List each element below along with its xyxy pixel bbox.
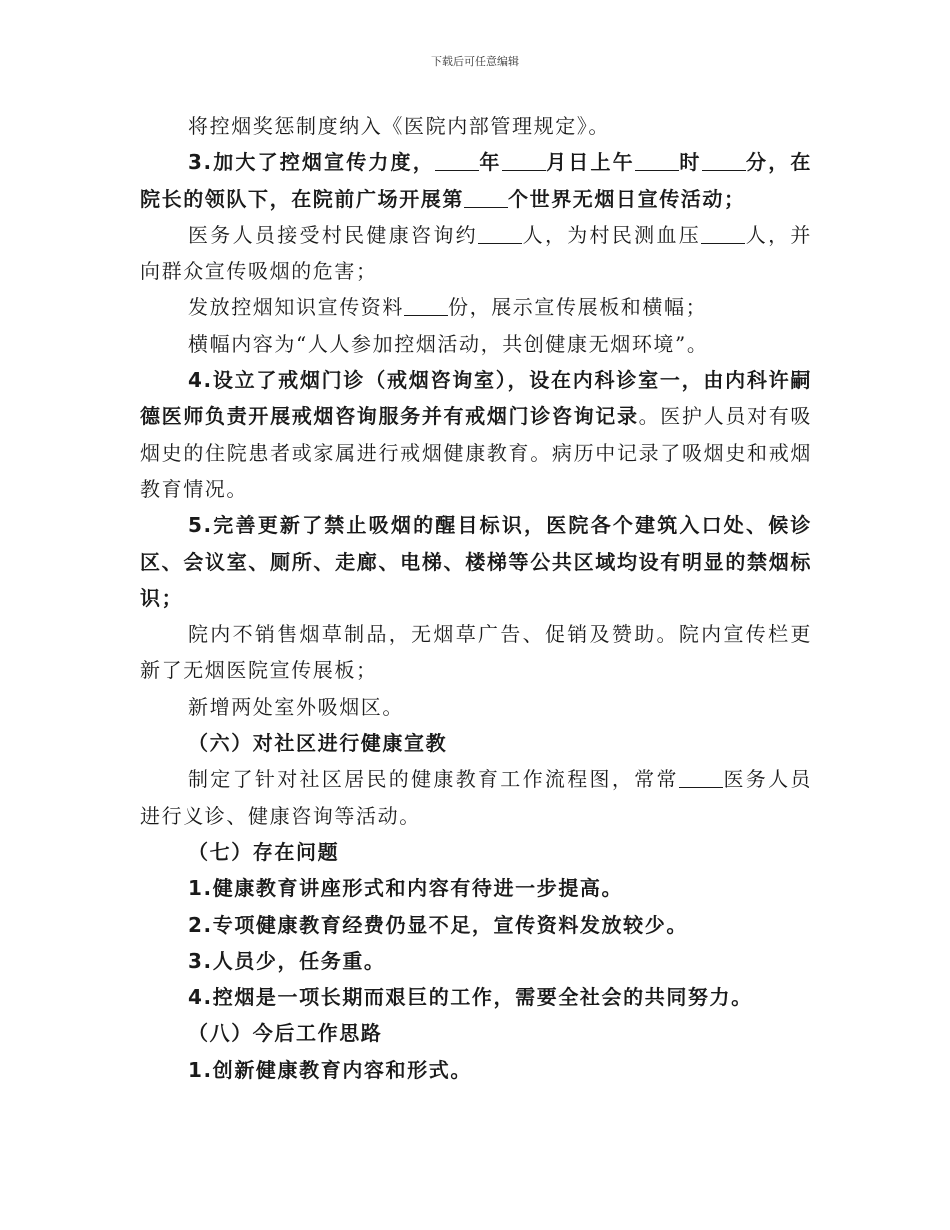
blank-underline: [702, 150, 746, 171]
paragraph-smoking-area: 新增两处室外吸烟区。: [188, 694, 404, 719]
paragraph-consultation: 医务人员接受村民健康咨询约 人，为村民测血压 人，并向群众宣传吸烟的危害；: [140, 222, 812, 284]
paragraph-banner: 横幅内容为“人人参加控烟活动，共创健康无烟环境”。: [188, 331, 709, 356]
page-header: 下载后可任意编辑: [431, 55, 519, 68]
blank-underline: [679, 767, 723, 788]
blank-underline: [635, 150, 679, 171]
list-item-problem-4: 4.控烟是一项长期而艰巨的工作，需要全社会的共同努力。: [188, 985, 753, 1010]
blank-underline: [478, 223, 522, 244]
paragraph-clinic: 4.设立了戒烟门诊（戒烟咨询室），设在内科诊室一，由内科许嗣德医师负责开展戒烟咨询服务并有戒烟门诊咨询记录。医护人员对有吸烟史的住院患者或家属进行戒烟健康教育。病历中记录了吸烟史和戒烟教育情况。: [140, 368, 812, 501]
blank-underline: [404, 295, 448, 316]
list-item-problem-2: 2.专项健康教育经费仍显不足，宣传资料发放较少。: [188, 912, 688, 937]
list-item-future-1: 1.创新健康教育内容和形式。: [188, 1057, 472, 1082]
section-heading-community: （六）对社区进行健康宣教: [188, 731, 448, 756]
blank-underline: [701, 223, 745, 244]
blank-underline: [435, 150, 479, 171]
paragraph-publicity: 3.加大了控烟宣传力度， 年 月日上午 时 分，在院长的领队下，在院前广场开展第 个世界无烟日宣传活动；: [140, 150, 812, 211]
blank-underline: [502, 150, 546, 171]
section-heading-future: （八）今后工作思路: [188, 1021, 383, 1046]
paragraph-community: 制定了针对社区居民的健康教育工作流程图，常常 医务人员进行义诊、健康咨询等活动。: [140, 767, 812, 828]
paragraph-no-sales: 院内不销售烟草制品，无烟草广告、促销及赞助。院内宣传栏更新了无烟医院宣传展板；: [140, 622, 812, 683]
list-item-problem-3: 3.人员少，任务重。: [188, 948, 386, 973]
section-heading-problems: （七）存在问题: [188, 839, 340, 864]
paragraph-signage: 5.完善更新了禁止吸烟的醒目标识，医院各个建筑入口处、候诊区、会议室、厕所、走廊、电梯、楼梯等公共区域均设有明显的禁烟标识；: [140, 513, 812, 610]
paragraph-tobacco-rules: 将控烟奖惩制度纳入《医院内部管理规定》。: [188, 114, 610, 138]
paragraph-materials: 发放控烟知识宣传资料 份，展示宣传展板和横幅；: [188, 295, 708, 320]
blank-underline: [464, 187, 508, 208]
list-item-problem-1: 1.健康教育讲座形式和内容有待进一步提高。: [188, 876, 624, 901]
document-body: [140, 108, 812, 1088]
